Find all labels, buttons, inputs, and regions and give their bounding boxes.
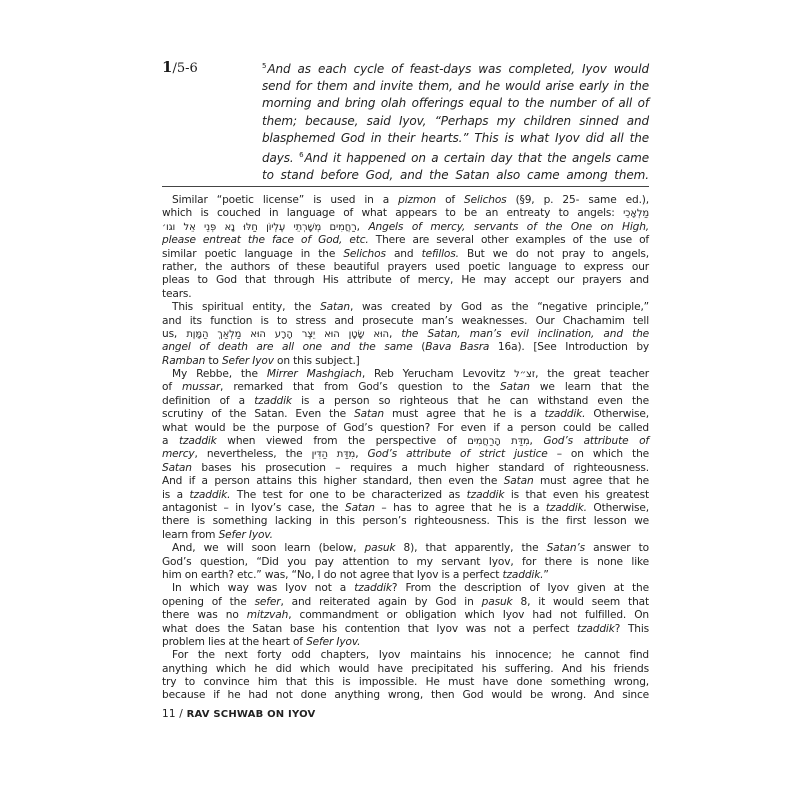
verse-number: 6 <box>299 151 304 160</box>
commentary-line <box>162 636 649 649</box>
text-run: 8, it would seem that <box>512 595 649 608</box>
commentary-line <box>162 676 649 689</box>
commentary-line <box>162 355 649 368</box>
italic-term: tzaddik <box>466 488 505 501</box>
text-run: similar poetic language in the <box>162 247 344 260</box>
text-run: problem lies at the heart of <box>162 635 307 648</box>
commentary-line <box>162 689 649 702</box>
italic-term: God’s attribute of <box>543 435 649 448</box>
text-run: , commandment or obligation which Iyov had not fulfilled. On <box>288 609 649 622</box>
verse-range: /5-6 <box>172 61 198 76</box>
text-run: what would be the purpose of God’s question? For even if a person could be called <box>162 421 649 434</box>
commentary-line <box>162 274 649 287</box>
italic-term: Bava Basra <box>425 341 490 354</box>
text-run: 16a). [See Introduction by <box>489 341 650 354</box>
commentary-line <box>162 623 649 636</box>
text-run: But we do not pray to angels, <box>458 247 649 260</box>
text-run: on this subject.] <box>273 354 360 367</box>
commentary-line <box>162 422 649 435</box>
italic-term: Selichos <box>464 194 507 206</box>
text-run: In which way was Iyov not a <box>172 582 355 595</box>
commentary-line <box>162 609 649 622</box>
commentary-line <box>162 663 649 676</box>
footer-separator: / <box>175 708 187 720</box>
text-run: must agree that he is a <box>383 408 545 421</box>
verse-translation <box>262 58 649 184</box>
text-run: Otherwise, <box>586 501 649 514</box>
running-title: RAV SCHWAB ON IYOV <box>186 709 316 720</box>
text-run: of <box>162 381 183 394</box>
text-run: God’s question, “Did you pay attention to my servant Iyov, for there is none like <box>162 555 649 568</box>
italic-term: Satan <box>345 501 375 514</box>
text-run: For the next forty odd chapters, Iyov maintains his innocence; he cannot find <box>172 649 649 662</box>
italic-term: tzaddik. <box>189 488 231 501</box>
text-run: This spiritual entity, the <box>172 301 321 314</box>
text-run: him on earth? etc.” was, “No, I do not agree that Iyov is a perfect <box>162 568 503 581</box>
text-run: ? From the description of Iyov given at the <box>391 582 649 595</box>
italic-term: tzaddik <box>354 582 392 595</box>
italic-term: tzaddik <box>577 622 615 635</box>
text-run: and <box>385 247 422 260</box>
italic-term: Mirrer Mashgiach <box>266 368 362 381</box>
text-run: anything which he did which would have precipitated his suffering. And his friends <box>162 662 649 675</box>
italic-term: pasuk <box>364 542 396 555</box>
italic-term: Angels of mercy, servants of the One on High, <box>368 220 650 233</box>
text-run: is a person so righteous that he can withstand even the <box>291 394 649 407</box>
text-run: ( <box>412 341 426 354</box>
text-run: is a <box>162 488 190 501</box>
section-divider <box>162 186 649 187</box>
verse-line: blasphemed God in their hearts.” This is what Iyov did all the <box>262 130 649 145</box>
verse-line: $^5$And as each cycle of feast-days was completed, Iyov would <box>262 62 649 76</box>
text-run: try to convince him that this is impossible. He must have done something wrong, <box>162 676 649 689</box>
text-run: is that even his greatest <box>504 488 649 501</box>
commentary-body <box>162 194 649 703</box>
italic-term: mercy <box>162 448 195 461</box>
commentary-line <box>162 408 649 421</box>
text-run: which is couched in language of what appears to be an entreaty to angels: <box>162 207 624 220</box>
italic-term: please entreat the face of God, etc. <box>162 234 369 247</box>
text-run: There are several other examples of the use of <box>368 234 649 247</box>
verse-line: to stand before God, and the Satan also came among them. <box>262 168 649 183</box>
text-run: , <box>356 220 369 233</box>
commentary-line <box>162 489 649 502</box>
commentary-line <box>162 515 649 528</box>
commentary-line <box>162 435 649 448</box>
italic-term: Ramban <box>162 354 206 367</box>
text-run: and its function is to stress and prosecute man’s weaknesses. Our Chachamim tell <box>162 314 649 327</box>
verse-line: days. $^6$And it happened on a certain day that the angels came <box>262 151 649 166</box>
commentary-line <box>162 596 649 609</box>
text-run: opening of the <box>162 595 255 608</box>
italic-term: mussar <box>182 381 221 394</box>
italic-term: the Satan, man’s evil inclination, and the <box>401 327 650 340</box>
text-run: bases his prosecution – requires a much higher standard of righteousness. <box>191 461 649 474</box>
italic-term: Satan <box>503 475 534 488</box>
italic-term: Satan <box>499 381 530 394</box>
verse-reference <box>162 58 198 76</box>
commentary-line <box>162 341 649 354</box>
page-footer <box>162 708 315 720</box>
text-run: to <box>205 354 222 367</box>
italic-term: Sefer Iyov. <box>306 635 361 648</box>
italic-term: tzaddik <box>178 435 217 448</box>
text-run: we learn that the <box>529 381 650 394</box>
commentary-line <box>162 234 649 247</box>
text-run: , <box>388 327 402 340</box>
commentary-line <box>162 221 649 234</box>
commentary-line <box>162 529 649 542</box>
verse-number: 5 <box>262 62 267 70</box>
text-run: there is something lacking in this person’s righteousness. This is the first lesson we <box>162 515 649 528</box>
commentary-line <box>162 381 649 394</box>
commentary-line <box>162 301 649 314</box>
text-run: (§9, p. 25- same ed.), <box>506 194 649 206</box>
commentary-line <box>162 328 649 341</box>
verse-line: send for them and invite them, and he would arise early in the <box>262 79 649 94</box>
commentary-line <box>162 448 649 461</box>
text-run: And if a person attains this higher standard, then even the <box>162 475 504 488</box>
text-run: what does the Satan base his contention that Iyov was not a perfect <box>162 622 578 635</box>
commentary-line <box>162 288 649 301</box>
commentary-line <box>162 207 649 220</box>
italic-term: tefillos. <box>421 247 459 260</box>
italic-term: Satan <box>162 461 192 474</box>
text-run: ” <box>543 568 549 581</box>
italic-term: Satan <box>354 408 384 421</box>
text-run: pleas to God that through His attribute of mercy, He may accept our prayers and <box>162 274 649 287</box>
text-run: And, we will soon learn (below, <box>172 542 365 555</box>
commentary-line <box>162 462 649 475</box>
text-run: , remarked that from God’s question to the <box>220 381 500 394</box>
commentary-line <box>162 582 649 595</box>
hebrew-text: רַחֲמִים מְשָׁרְתֵי עֶלְיוֹן חַלּוּ נָא פְּנֵי אֵל וגו׳ <box>162 221 357 233</box>
text-run: , and reiterated again by God in <box>280 595 482 608</box>
italic-term: God’s attribute of strict justice <box>367 448 548 461</box>
italic-term: Satan <box>320 301 350 314</box>
text-run: of <box>436 194 465 206</box>
text-run: – has to agree that he is a <box>374 501 546 514</box>
commentary-line <box>162 556 649 569</box>
text-run: antagonist – in Iyov’s case, the <box>162 501 345 514</box>
text-run: , was created by God as the “negative principle,” <box>349 301 649 314</box>
text-run: answer to <box>585 542 649 555</box>
italic-term: Satan’s <box>546 542 586 555</box>
text-run: , the great teacher <box>535 368 650 381</box>
italic-term: Sefer Iyov. <box>218 528 273 541</box>
commentary-line <box>162 475 649 488</box>
italic-term: pasuk <box>481 595 513 608</box>
text-run: , nevertheless, the <box>194 448 312 461</box>
text-run: must agree that he <box>533 475 649 488</box>
book-page <box>162 0 649 800</box>
text-run: , Reb Yerucham Levovitz <box>361 368 515 381</box>
italic-term: tzaddik. <box>545 501 587 514</box>
text-run: scrutiny of the Satan. Even the <box>162 408 355 421</box>
commentary-line <box>162 395 649 408</box>
text-run: definition of a <box>162 394 255 407</box>
text-run: – on which the <box>547 448 649 461</box>
text-run: My Rebbe, the <box>172 368 267 381</box>
italic-term: angel of death are all one and the same <box>162 341 413 354</box>
text-run: , <box>355 448 368 461</box>
text-run: there was no <box>162 609 247 622</box>
italic-term: tzaddik <box>254 394 292 407</box>
commentary-line <box>162 194 649 207</box>
page-number: 11 <box>162 708 176 720</box>
commentary-line <box>162 502 649 515</box>
italic-term: Selichos <box>343 247 386 260</box>
text-run: , <box>529 435 544 448</box>
text-run: ? This <box>614 622 649 635</box>
text-run: rather, the authors of these beautiful prayers used poetic language to express our <box>162 260 649 273</box>
commentary-line <box>162 368 649 381</box>
verse-line: them; because, said Iyov, “Perhaps my children sinned and <box>262 113 649 128</box>
text-run: because if he had not done anything wrong, then God would be wrong. And since <box>162 689 649 702</box>
italic-term: mitzvah <box>246 609 289 622</box>
hebrew-text: הוּא שָׂטָן הוּא יֵצֶר הָרָע הוּא מַלְאַךְ הַמָּוֶת <box>186 328 389 340</box>
chapter-number: 1 <box>162 58 173 76</box>
text-run: a <box>162 435 179 448</box>
text-run: 8), that apparently, the <box>395 542 547 555</box>
commentary-line <box>162 261 649 274</box>
italic-term: tzaddik. <box>502 568 544 581</box>
hebrew-text: מִדַּת הַדִּין <box>311 449 356 461</box>
text-run: learn from <box>162 528 219 541</box>
commentary-line <box>162 569 649 582</box>
hebrew-text: מִדַּת הָרַחֲמִים <box>467 436 530 448</box>
italic-term: Sefer Iyov <box>221 354 274 367</box>
hebrew-text: מַלְאָכֵי <box>623 208 649 220</box>
italic-term: sefer <box>254 595 281 608</box>
verse-line: morning and bring olah offerings equal to the number of all of <box>262 96 649 111</box>
commentary-line <box>162 248 649 261</box>
text-run: Similar “poetic license” is used in a <box>172 194 399 206</box>
text-run: us, <box>162 327 187 340</box>
hebrew-text: זצ״ל <box>514 369 536 381</box>
text-run: The test for one to be characterized as <box>230 488 467 501</box>
commentary-line <box>162 649 649 662</box>
commentary-line <box>162 542 649 555</box>
commentary-line <box>162 315 649 328</box>
text-run: when viewed from the perspective of <box>216 435 468 448</box>
italic-term: pizmon <box>398 194 437 206</box>
italic-term: tzaddik. <box>544 408 586 421</box>
text-run: tears. <box>162 287 192 300</box>
text-run: Otherwise, <box>585 408 649 421</box>
